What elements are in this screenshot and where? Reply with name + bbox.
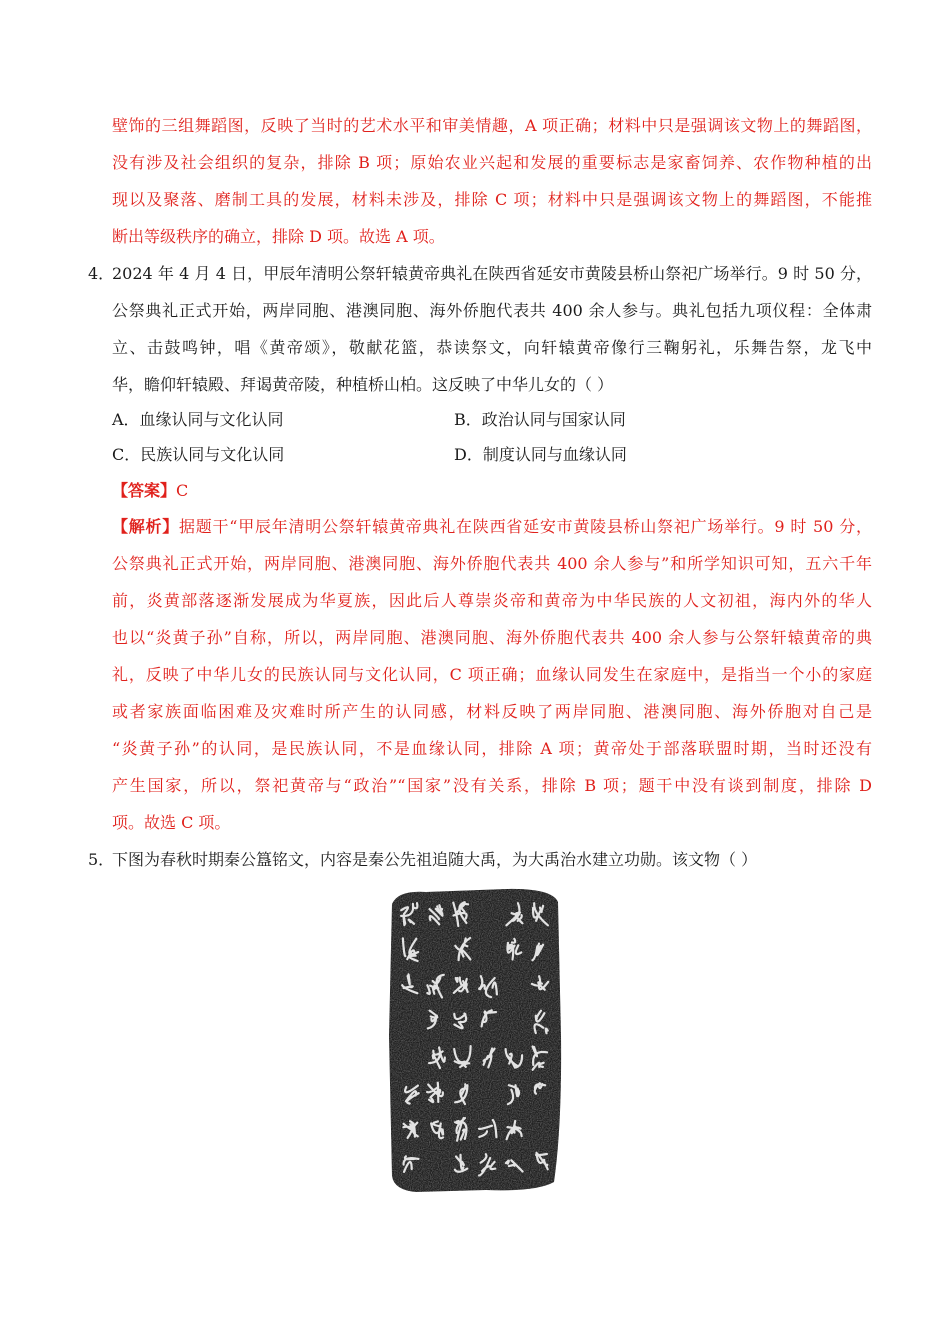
analysis-line: 或者家族面临困难及灾难时所产生的认同感，材料反映了两岸同胞、港澳同胞、海外侨胞对自己是 bbox=[112, 702, 872, 721]
question-stem-line: 华，瞻仰轩辕殿、拜谒黄帝陵，种植桥山柏。这反映了中华儿女的（ ） bbox=[112, 375, 614, 394]
question-stem-line: 立、击鼓鸣钟，唱《黄帝颂》，敬献花篮，恭读祭文，向轩辕黄帝像行三鞠躬礼，乐舞告祭，龙飞中 bbox=[112, 338, 872, 357]
option-c[interactable]: C．民族认同与文化认同 bbox=[112, 445, 285, 464]
answer-value: C bbox=[176, 481, 189, 500]
option-d[interactable]: D．制度认同与血缘认同 bbox=[454, 445, 627, 464]
question-number: 5． bbox=[88, 850, 115, 869]
prev-analysis-line: 没有涉及社会组织的复杂，排除 B 项；原始农业兴起和发展的重要标志是家畜饲养、农作物种植的出 bbox=[112, 153, 872, 172]
answer-line bbox=[112, 480, 872, 502]
analysis-line bbox=[112, 516, 872, 538]
question-number: 4． bbox=[88, 264, 115, 283]
analysis-line: 也以“炎黄子孙”自称，所以，两岸同胞、港澳同胞、海外侨胞代表共 400 余人参与公祭轩辕黄帝的典 bbox=[112, 628, 872, 647]
bronze-inscription-rubbing-icon bbox=[386, 886, 564, 1196]
answer-tag: 【答案】 bbox=[112, 481, 177, 500]
option-b[interactable]: B．政治认同与国家认同 bbox=[454, 410, 626, 429]
question-stem-line: 2024 年 4 月 4 日，甲辰年清明公祭轩辕黄帝典礼在陕西省延安市黄陵县桥山祭祀广场举行。9 时 50 分， bbox=[112, 264, 872, 283]
analysis-line: 礼，反映了中华儿女的民族认同与文化认同，C 项正确；血缘认同发生在家庭中，是指当一个小的家庭 bbox=[112, 665, 872, 684]
analysis-line: 前，炎黄部落逐渐发展成为华夏族，因此后人尊崇炎帝和黄帝为中华民族的人文初祖，海内外的华人 bbox=[112, 591, 872, 610]
prev-analysis-line: 断出等级秩序的确立，排除 D 项。故选 A 项。 bbox=[112, 227, 445, 246]
prev-analysis-line: 壁饰的三组舞蹈图，反映了当时的艺术水平和审美情趣，A 项正确；材料中只是强调该文物上的舞蹈图， bbox=[112, 116, 872, 135]
analysis-line: 项。故选 C 项。 bbox=[112, 813, 231, 832]
analysis-text: 据题干“甲辰年清明公祭轩辕黄帝典礼在陕西省延安市黄陵县桥山祭祀广场举行。9 时 50 分， bbox=[179, 517, 872, 536]
analysis-line: “炎黄子孙”的认同，是民族认同，不是血缘认同，排除 A 项；黄帝处于部落联盟时期，当时还没有 bbox=[112, 739, 872, 758]
option-a[interactable]: A．血缘认同与文化认同 bbox=[112, 410, 284, 429]
question-stem-line: 公祭典礼正式开始，两岸同胞、港澳同胞、海外侨胞代表共 400 余人参与。典礼包括九项仪程：全体肃 bbox=[112, 301, 872, 320]
analysis-line: 产生国家，所以，祭祀黄帝与“政治”“国家”没有关系，排除 B 项；题干中没有谈到制度，排除 D bbox=[112, 776, 872, 795]
prev-analysis-line: 现以及聚落、磨制工具的发展，材料未涉及，排除 C 项；材料中只是强调该文物上的舞蹈图，不能推 bbox=[112, 190, 872, 209]
question-stem-line: 下图为春秋时期秦公簋铭文，内容是秦公先祖追随大禹，为大禹治水建立功勋。该文物（ ） bbox=[112, 850, 758, 869]
analysis-tag: 【解析】 bbox=[112, 517, 180, 536]
analysis-line: 公祭典礼正式开始，两岸同胞、港澳同胞、海外侨胞代表共 400 余人参与”和所学知识可知，五六千年 bbox=[112, 554, 872, 573]
